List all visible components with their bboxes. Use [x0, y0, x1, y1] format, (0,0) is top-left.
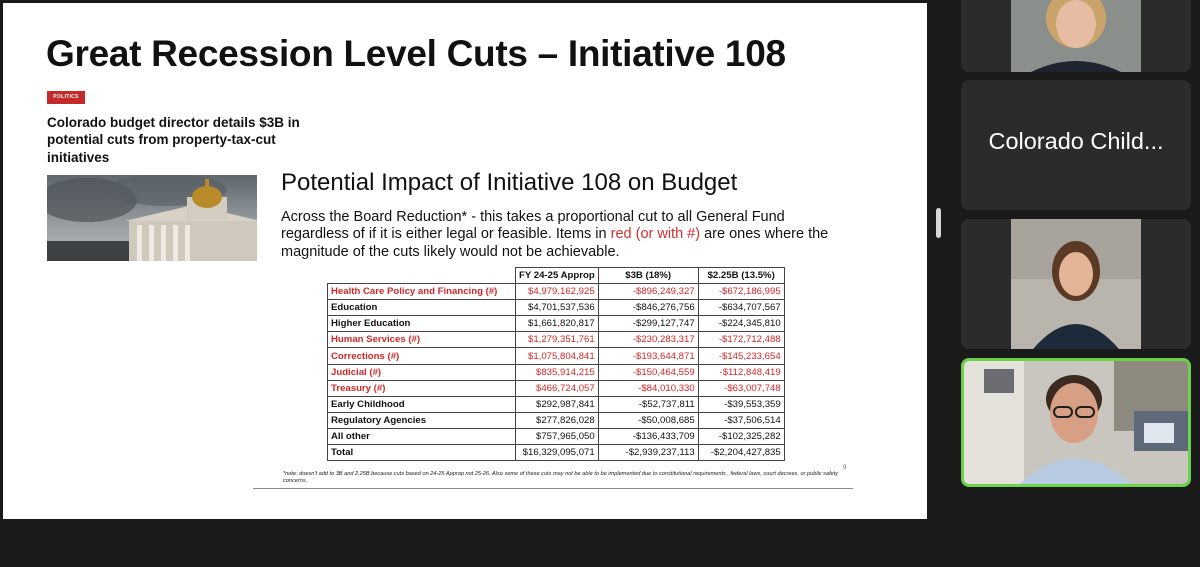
- table-header-225b: $2.25B (13.5%): [698, 268, 784, 284]
- shared-screen-slide: [3, 3, 927, 519]
- row-approp: $466,724,057: [516, 380, 599, 396]
- footnote-divider: [253, 488, 853, 489]
- table-row: [328, 364, 785, 380]
- table-row: [328, 412, 785, 428]
- table-row: [328, 445, 785, 461]
- row-label: Education: [328, 300, 516, 316]
- slide-title: Great Recession Level Cuts – Initiative 108: [46, 33, 786, 74]
- table-header-row: [328, 268, 785, 284]
- table-header-approp: FY 24-25 Approp: [516, 268, 599, 284]
- row-cut-3b: -$50,008,685: [598, 412, 698, 428]
- slide-page-number: 9: [843, 465, 847, 471]
- slide-footnote: *note: doesn't add to 3B and 2.25B because cuts based on 24-25 Approp not 25-26. Also some of these cuts may not be able to be implemented due to constitutional requirements , federal laws, court decrees, or public safety concerns.: [283, 471, 839, 485]
- participant-video-4: [964, 361, 1188, 484]
- row-cut-225b: -$672,186,995: [698, 284, 784, 300]
- row-label: Judicial (#): [328, 364, 516, 380]
- capitol-photo: [47, 175, 257, 261]
- row-approp: $835,914,215: [516, 364, 599, 380]
- row-cut-225b: -$63,007,748: [698, 380, 784, 396]
- row-cut-225b: -$37,506,514: [698, 412, 784, 428]
- table-row: [328, 300, 785, 316]
- tile-scroll-handle[interactable]: [936, 208, 941, 238]
- row-approp: $1,075,804,841: [516, 348, 599, 364]
- participant-video-1: [961, 0, 1191, 72]
- row-cut-225b: -$2,204,427,835: [698, 445, 784, 461]
- table-row: [328, 428, 785, 444]
- participant-tile-2[interactable]: [961, 80, 1191, 210]
- row-label: Corrections (#): [328, 348, 516, 364]
- row-approp: $292,987,841: [516, 396, 599, 412]
- row-approp: $1,661,820,817: [516, 316, 599, 332]
- row-label: Total: [328, 445, 516, 461]
- row-cut-225b: -$172,712,488: [698, 332, 784, 348]
- row-cut-3b: -$84,010,330: [598, 380, 698, 396]
- row-label: Early Childhood: [328, 396, 516, 412]
- table-row: [328, 396, 785, 412]
- politics-tag: POLITICS: [47, 91, 85, 104]
- row-cut-3b: -$896,249,327: [598, 284, 698, 300]
- table-row: [328, 284, 785, 300]
- row-cut-3b: -$136,433,709: [598, 428, 698, 444]
- participant-tile-4-active-speaker[interactable]: [961, 358, 1191, 487]
- row-cut-3b: -$150,464,559: [598, 364, 698, 380]
- row-approp: $4,701,537,536: [516, 300, 599, 316]
- row-label: Regulatory Agencies: [328, 412, 516, 428]
- participant-tile-3[interactable]: [961, 219, 1191, 349]
- row-approp: $1,279,351,761: [516, 332, 599, 348]
- table-row: [328, 348, 785, 364]
- table-body: [328, 284, 785, 461]
- row-label: All other: [328, 428, 516, 444]
- row-cut-225b: -$102,325,282: [698, 428, 784, 444]
- row-cut-225b: -$634,707,567: [698, 300, 784, 316]
- participant-video-3: [961, 219, 1191, 349]
- table-header-3b: $3B (18%): [598, 268, 698, 284]
- table-row: [328, 380, 785, 396]
- row-cut-3b: -$230,283,317: [598, 332, 698, 348]
- participant-name: Colorado Child...: [988, 128, 1164, 154]
- row-cut-225b: -$145,233,654: [698, 348, 784, 364]
- desc-part-2: are ones where the magnitude of the cuts likely would not be achievable.: [281, 226, 829, 260]
- row-label: Human Services (#): [328, 332, 516, 348]
- row-label: Treasury (#): [328, 380, 516, 396]
- row-approp: $16,329,095,071: [516, 445, 599, 461]
- desc-red-text: red (or with #): [610, 226, 701, 243]
- row-cut-225b: -$112,848,419: [698, 364, 784, 380]
- desc-part-1: Across the Board Reduction* - this takes a proportional cut to all General Fund regardless of if it is either legal or feasible. Items in: [281, 209, 785, 243]
- row-label: Higher Education: [328, 316, 516, 332]
- row-cut-3b: -$2,939,237,113: [598, 445, 698, 461]
- table-row: [328, 332, 785, 348]
- article-headline: Colorado budget director details $3B in potential cuts from property-tax-cut initiatives: [47, 115, 300, 165]
- table-row: [328, 316, 785, 332]
- row-cut-3b: -$299,127,747: [598, 316, 698, 332]
- budget-table: [327, 267, 785, 461]
- row-label: Health Care Policy and Financing (#): [328, 284, 516, 300]
- row-cut-3b: -$52,737,811: [598, 396, 698, 412]
- impact-title: Potential Impact of Initiative 108 on Budget: [281, 169, 738, 196]
- row-approp: $277,826,028: [516, 412, 599, 428]
- row-cut-225b: -$39,553,359: [698, 396, 784, 412]
- impact-description: [281, 209, 851, 261]
- row-cut-3b: -$193,644,871: [598, 348, 698, 364]
- row-approp: $757,965,050: [516, 428, 599, 444]
- table-header-blank: [328, 268, 516, 284]
- row-cut-3b: -$846,276,756: [598, 300, 698, 316]
- row-cut-225b: -$224,345,810: [698, 316, 784, 332]
- row-approp: $4,979,162,925: [516, 284, 599, 300]
- participant-tile-1[interactable]: [961, 0, 1191, 72]
